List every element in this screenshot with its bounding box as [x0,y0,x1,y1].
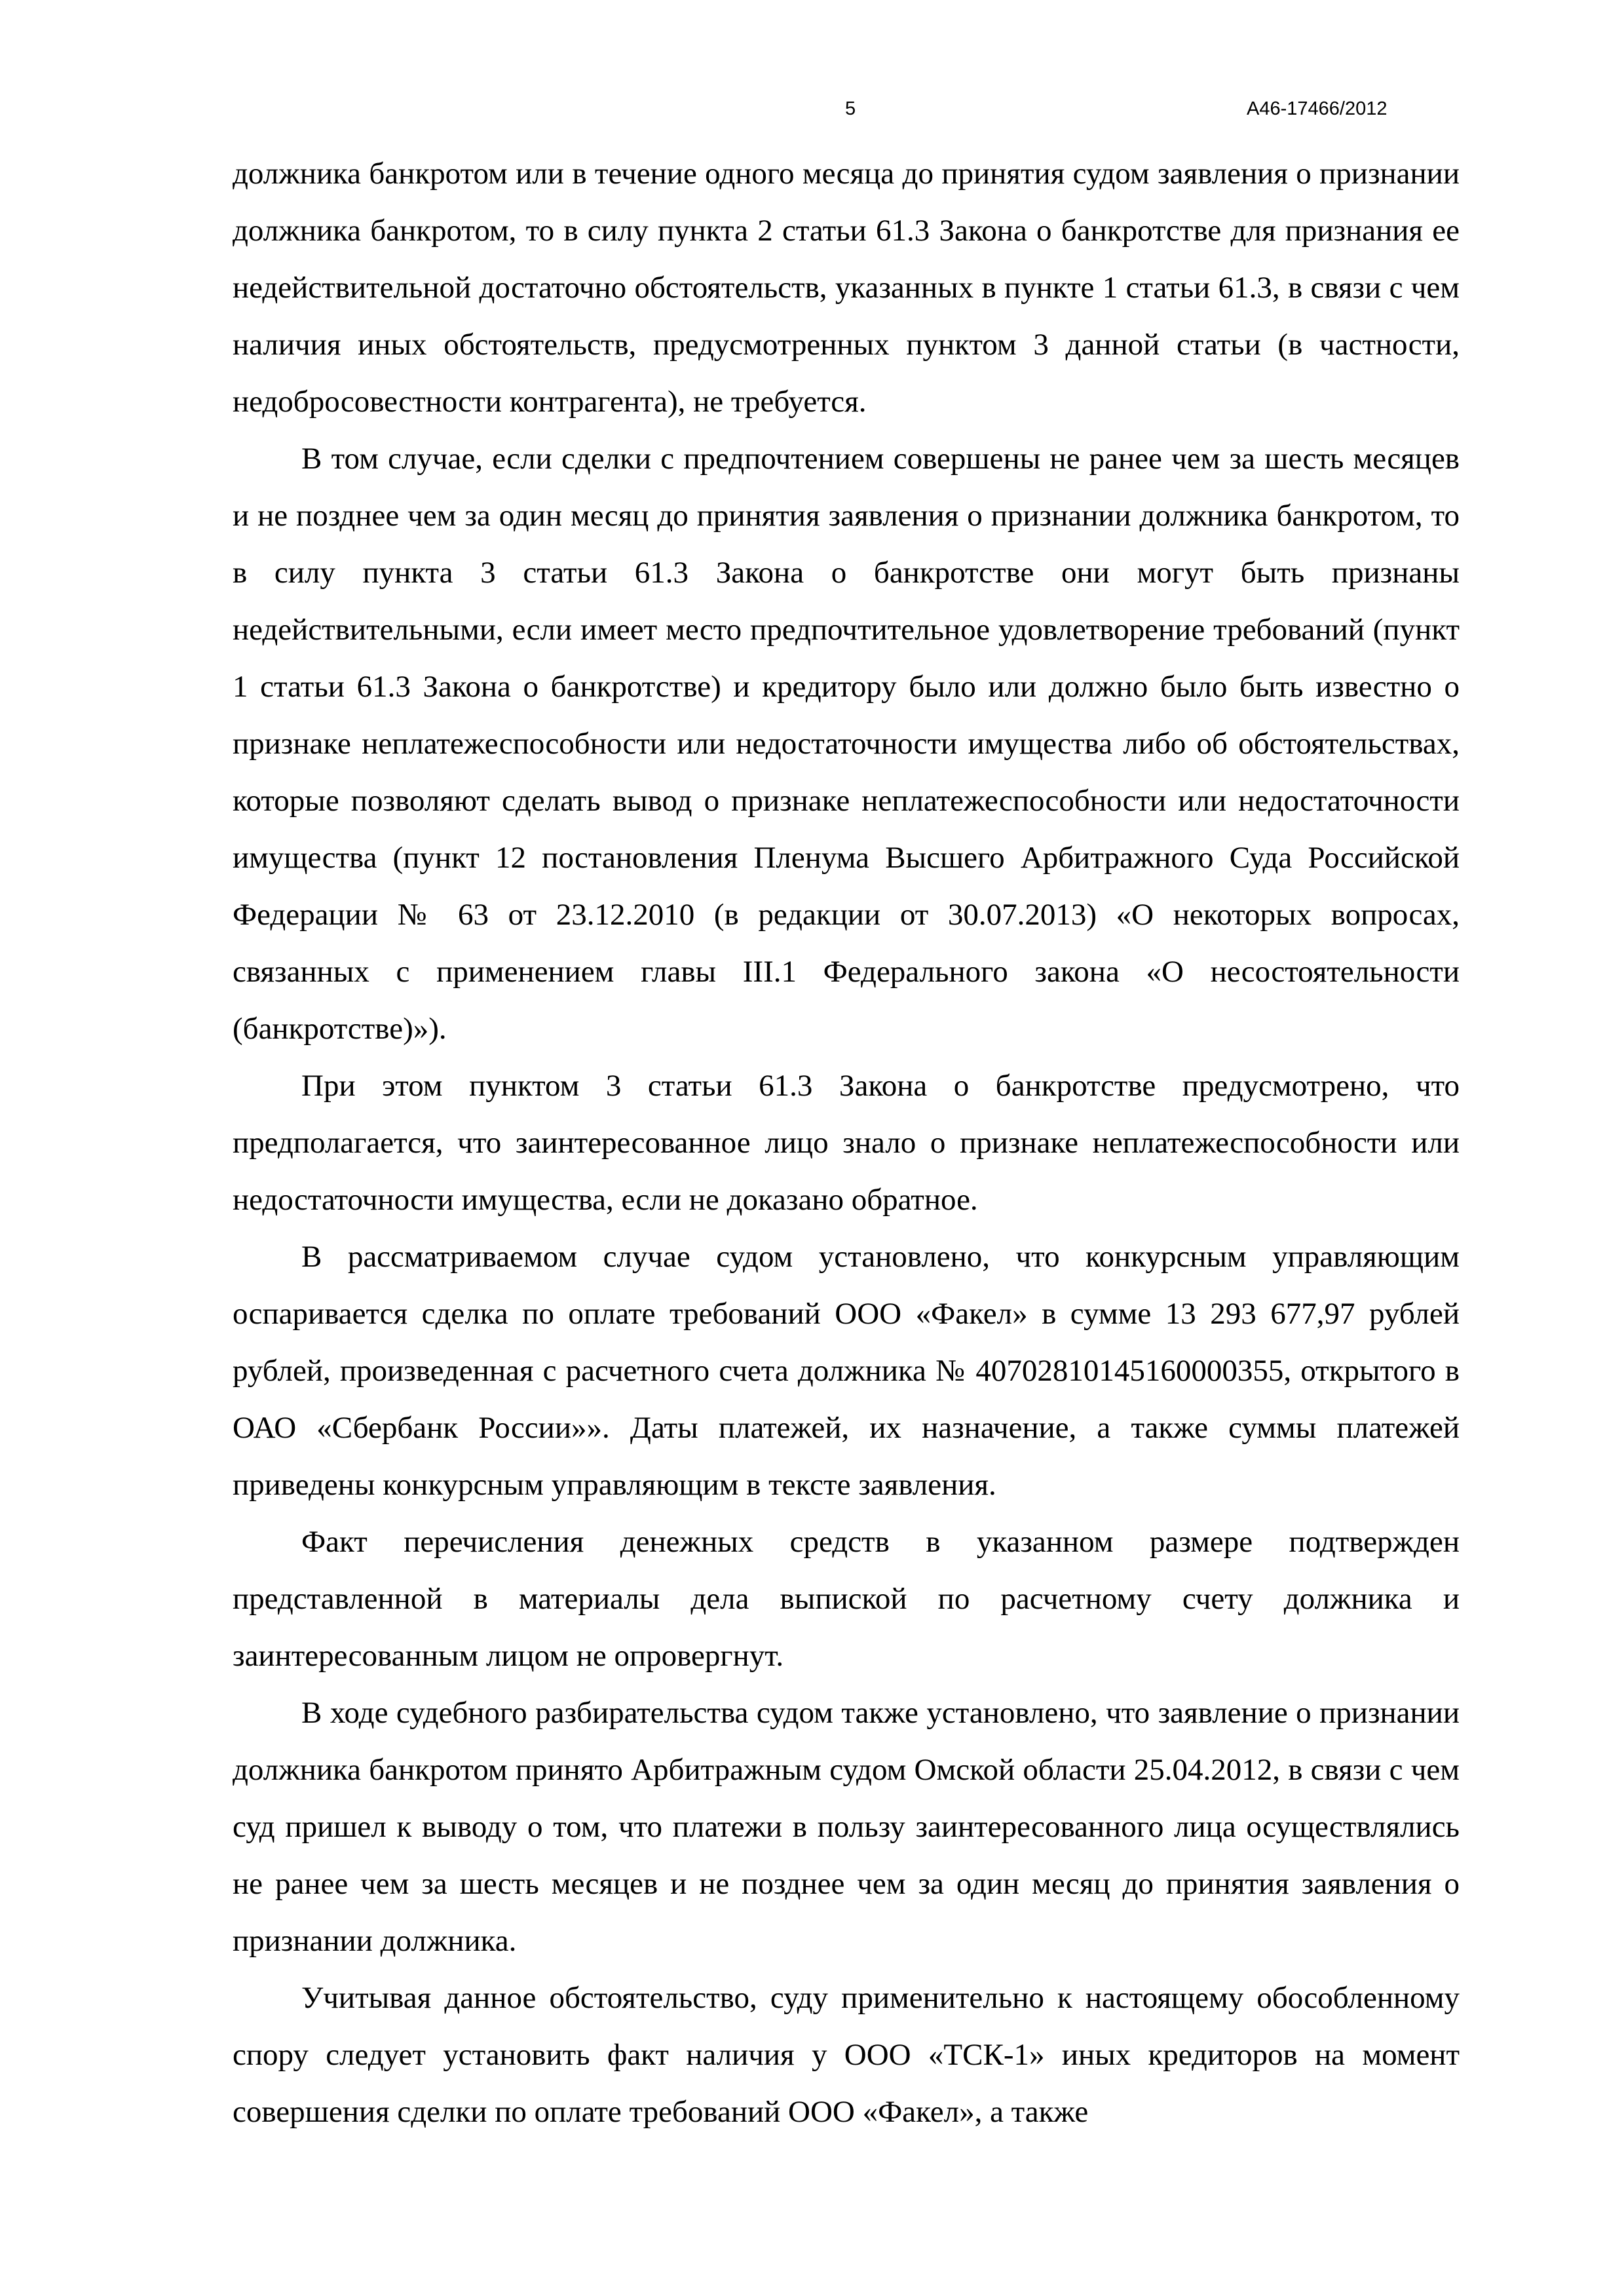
paragraph-last: Учитывая данное обстоятельство, суду применительно к настоящему обособленному спору следует установить факт наличия у ООО «ТСК-1» иных кредиторов на момент совершения сделки по оплате требований ООО «Факел», а также [233,1981,1460,2129]
paragraph: В том случае, если сделки с предпочтением совершены не ранее чем за шесть месяцев и не позднее чем за один месяц до принятия заявления о признании должника банкротом, то в силу пункта 3 статьи 61.3 Закона о банкротстве они могут быть признаны недействительными, если имеет место предпочтительное удовлетворение требований (пункт 1 статьи 61.3 Закона о банкротстве) и кредитору было или должно было быть известно о признаке неплатежеспособности или недостаточности имущества либо об обстоятельствах, которые позволяют сделать вывод о признаке неплатежеспособности или недостаточности имущества (пункт 12 постановления Пленума Высшего Арбитражного Суда Российской Федерации № 63 от 23.12.2010 (в редакции от 30.07.2013) «О некоторых вопросах, связанных с применением главы III.1 Федерального закона «О несостоятельности (банкротстве)»). [233,442,1460,1046]
paragraph-continuation: должника банкротом или в течение одного месяца до принятия судом заявления о признании должника банкротом, то в силу пункта 2 статьи 61.3 Закона о банкротстве для признания ее недействительной достаточно обстоятельств, указанных в пункте 1 статьи 61.3, в связи с чем наличия иных обстоятельств, предусмотренных пунктом 3 данной статьи (в частности, недобросовестности контрагента), не требуется. [233,157,1460,419]
document-body [233,145,1460,2141]
paragraph: Факт перечисления денежных средств в указанном размере подтвержден представленной в материалы дела выпиской по расчетному счету должника и заинтересованным лицом не опровергнут. [233,1525,1460,1673]
case-number: А46-17466/2012 [1247,98,1388,119]
paragraph: В рассматриваемом случае судом установлено, что конкурсным управляющим оспаривается сделка по оплате требований ООО «Факел» в сумме 13 293 677,97 рублей рублей, произведенная с расчетного счета должника № 40702810145160000355, открытого в ОАО «Сбербанк России»». Даты платежей, их назначение, а также суммы платежей приведены конкурсным управляющим в тексте заявления. [233,1240,1460,1502]
page-header [0,98,1624,124]
page-number: 5 [845,98,856,119]
paragraph: В ходе судебного разбирательства судом также установлено, что заявление о признании должника банкротом принято Арбитражным судом Омской области 25.04.2012, в связи с чем суд пришел к выводу о том, что платежи в пользу заинтересованного лица осуществлялись не ранее чем за шесть месяцев и не позднее чем за один месяц до принятия заявления о признании должника. [233,1696,1460,1958]
paragraph: При этом пунктом 3 статьи 61.3 Закона о банкротстве предусмотрено, что предполагается, что заинтересованное лицо знало о признаке неплатежеспособности или недостаточности имущества, если не доказано обратное. [233,1069,1460,1217]
